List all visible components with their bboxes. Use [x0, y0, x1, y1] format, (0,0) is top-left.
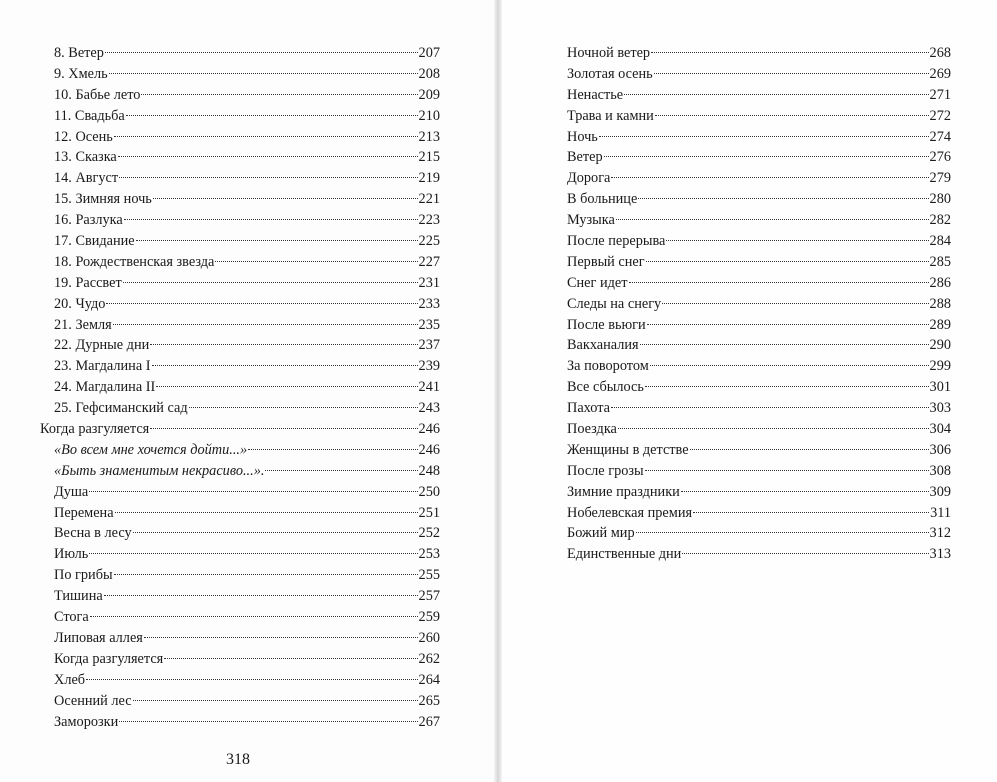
toc-list-left	[40, 43, 440, 732]
toc-dot-leader	[666, 240, 928, 241]
toc-entry-page: 219	[418, 170, 440, 187]
toc-entry-title: 17. Свидание	[54, 233, 135, 250]
toc-entry-page: 280	[929, 191, 951, 208]
toc-entry	[40, 377, 440, 398]
toc-dot-leader	[119, 177, 417, 178]
toc-entry-page: 223	[418, 212, 440, 229]
toc-entry-page: 235	[418, 316, 440, 333]
toc-entry-page: 233	[418, 295, 440, 312]
toc-entry-title: По грибы	[54, 567, 113, 584]
toc-dot-leader	[611, 177, 928, 178]
toc-entry-title: Заморозки	[54, 713, 119, 730]
toc-entry	[567, 106, 951, 127]
toc-entry	[567, 189, 951, 210]
toc-entry-title: 24. Магдалина II	[54, 379, 156, 396]
toc-entry-title: В больнице	[567, 191, 638, 208]
toc-entry	[567, 440, 951, 461]
toc-entry	[567, 294, 951, 315]
toc-dot-leader	[152, 365, 418, 366]
toc-entry-page: 312	[929, 525, 951, 542]
toc-dot-leader	[638, 198, 928, 199]
toc-entry	[40, 315, 440, 336]
toc-entry-title: 22. Дурные дни	[54, 337, 150, 354]
toc-entry	[40, 586, 440, 607]
toc-entry-page: 271	[929, 86, 951, 103]
toc-entry-title: 25. Гефсиманский сад	[54, 400, 188, 417]
toc-dot-leader	[655, 115, 929, 116]
toc-entry-title: Пахота	[567, 400, 611, 417]
toc-dot-leader	[646, 261, 929, 262]
toc-entry	[567, 419, 951, 440]
toc-entry-page: 309	[929, 483, 951, 500]
toc-entry-title: 15. Зимняя ночь	[54, 191, 152, 208]
toc-dot-leader	[164, 658, 417, 659]
toc-entry	[567, 461, 951, 482]
toc-entry-page: 243	[418, 400, 440, 417]
toc-dot-leader	[215, 261, 417, 262]
toc-dot-leader	[109, 73, 418, 74]
toc-dot-leader	[118, 156, 418, 157]
toc-dot-leader	[629, 282, 929, 283]
toc-entry-title: Нобелевская премия	[567, 504, 693, 521]
toc-entry	[40, 670, 440, 691]
toc-entry	[567, 64, 951, 85]
toc-dot-leader	[89, 491, 417, 492]
toc-dot-leader	[150, 428, 417, 429]
toc-entry	[567, 85, 951, 106]
toc-entry-page: 268	[929, 45, 951, 61]
toc-entry-page: 301	[929, 379, 951, 396]
toc-entry-title: Поездка	[567, 421, 617, 438]
toc-entry-title: Вакханалия	[567, 337, 639, 354]
toc-entry-title: Дорога	[567, 170, 611, 187]
toc-dot-leader	[636, 532, 929, 533]
toc-dot-leader	[616, 219, 929, 220]
toc-entry-title: 21. Земля	[54, 316, 112, 333]
toc-dot-leader	[681, 491, 929, 492]
toc-dot-leader	[640, 344, 929, 345]
toc-entry-page: 265	[418, 692, 440, 709]
toc-entry-page: 267	[418, 713, 440, 730]
toc-entry-title: 20. Чудо	[54, 295, 106, 312]
toc-dot-leader	[618, 428, 929, 429]
toc-entry-title: За поворотом	[567, 358, 649, 375]
toc-entry-page: 284	[929, 233, 951, 250]
toc-entry	[567, 503, 951, 524]
toc-entry-page: 311	[930, 504, 951, 521]
toc-dot-leader	[133, 532, 418, 533]
toc-entry	[40, 649, 440, 670]
toc-entry-page: 253	[418, 546, 440, 563]
toc-entry	[40, 64, 440, 85]
toc-entry	[567, 356, 951, 377]
toc-entry-page: 303	[929, 400, 951, 417]
toc-entry	[40, 106, 440, 127]
toc-entry-page: 306	[929, 441, 951, 458]
toc-entry-page: 304	[929, 421, 951, 438]
toc-entry	[40, 231, 440, 252]
toc-entry	[567, 273, 951, 294]
toc-dot-leader	[106, 303, 417, 304]
toc-entry	[40, 461, 440, 482]
toc-entry-page: 210	[418, 107, 440, 124]
toc-entry-page: 274	[929, 128, 951, 145]
toc-dot-leader	[89, 553, 417, 554]
toc-entry	[40, 127, 440, 148]
toc-entry-page: 313	[929, 546, 951, 563]
toc-list-right	[567, 43, 951, 565]
toc-entry	[40, 544, 440, 565]
toc-dot-leader	[119, 721, 417, 722]
toc-entry-page: 227	[418, 253, 440, 270]
toc-entry	[567, 231, 951, 252]
toc-dot-leader	[114, 574, 418, 575]
toc-entry-title: Июль	[54, 546, 89, 563]
toc-entry-page: 282	[929, 212, 951, 229]
toc-entry-title: Музыка	[567, 212, 615, 229]
toc-entry	[40, 523, 440, 544]
toc-entry-title: «Быть знаменитым некрасиво...».	[54, 462, 265, 479]
toc-dot-leader	[105, 52, 418, 53]
toc-entry-page: 250	[418, 483, 440, 500]
toc-entry-page: 237	[418, 337, 440, 354]
toc-dot-leader	[126, 115, 418, 116]
toc-entry-page: 241	[418, 379, 440, 396]
toc-entry-page: 239	[418, 358, 440, 375]
toc-entry	[567, 377, 951, 398]
toc-dot-leader	[133, 700, 418, 701]
toc-entry	[40, 712, 440, 733]
toc-entry-page: 285	[929, 253, 951, 270]
toc-entry	[567, 252, 951, 273]
toc-dot-leader	[156, 386, 417, 387]
toc-entry-page: 290	[929, 337, 951, 354]
toc-entry-title: 8. Ветер	[54, 45, 104, 61]
toc-dot-leader	[90, 616, 418, 617]
toc-entry	[40, 189, 440, 210]
toc-dot-leader	[113, 324, 418, 325]
toc-entry	[40, 43, 440, 64]
toc-entry-title: Следы на снегу	[567, 295, 662, 312]
toc-entry-title: 11. Свадьба	[54, 107, 125, 124]
toc-entry-page: 264	[418, 671, 440, 688]
toc-entry-page: 255	[418, 567, 440, 584]
toc-entry-title: Когда разгуляется	[54, 650, 164, 667]
toc-dot-leader	[624, 94, 928, 95]
toc-entry	[40, 565, 440, 586]
toc-dot-leader	[654, 73, 929, 74]
toc-entry-title: Хлеб	[54, 671, 86, 688]
toc-dot-leader	[86, 679, 417, 680]
toc-dot-leader	[114, 136, 418, 137]
toc-entry	[40, 273, 440, 294]
toc-dot-leader	[265, 470, 417, 471]
toc-entry-page: 207	[418, 45, 440, 61]
toc-entry	[567, 315, 951, 336]
toc-entry-title: Снег идет	[567, 274, 628, 291]
toc-dot-leader	[124, 219, 418, 220]
toc-entry	[40, 628, 440, 649]
toc-entry-page: 276	[929, 149, 951, 166]
toc-entry-page: 225	[418, 233, 440, 250]
toc-entry	[40, 691, 440, 712]
toc-entry-page: 260	[418, 629, 440, 646]
toc-entry-page: 248	[418, 462, 440, 479]
toc-entry-page: 286	[929, 274, 951, 291]
toc-entry-title: Весна в лесу	[54, 525, 132, 542]
toc-entry-title: После перерыва	[567, 233, 666, 250]
toc-dot-leader	[611, 407, 929, 408]
toc-dot-leader	[604, 156, 929, 157]
toc-entry	[40, 168, 440, 189]
toc-entry-page: 251	[418, 504, 440, 521]
left-page	[0, 0, 497, 782]
toc-entry	[567, 335, 951, 356]
toc-entry-title: 10. Бабье лето	[54, 86, 141, 103]
toc-dot-leader	[144, 637, 418, 638]
toc-dot-leader	[150, 344, 417, 345]
toc-entry	[40, 147, 440, 168]
toc-entry-title: Единственные дни	[567, 546, 682, 563]
toc-entry	[567, 127, 951, 148]
toc-dot-leader	[153, 198, 418, 199]
toc-entry	[40, 210, 440, 231]
toc-dot-leader	[651, 52, 928, 53]
toc-entry	[567, 147, 951, 168]
toc-entry-title: «Во всем мне хочется дойти...»	[54, 441, 248, 458]
toc-dot-leader	[690, 449, 929, 450]
toc-entry-page: 246	[418, 421, 440, 438]
toc-entry	[40, 503, 440, 524]
toc-entry-title: После вьюги	[567, 316, 646, 333]
toc-dot-leader	[248, 449, 417, 450]
toc-entry-page: 262	[418, 650, 440, 667]
toc-entry-title: Стога	[54, 609, 89, 626]
toc-entry	[40, 419, 440, 440]
toc-dot-leader	[115, 512, 418, 513]
toc-entry-page: 209	[418, 86, 440, 103]
toc-entry	[40, 85, 440, 106]
toc-entry-page: 215	[418, 149, 440, 166]
toc-entry	[40, 607, 440, 628]
toc-entry	[40, 482, 440, 503]
toc-entry-title: 12. Осень	[54, 128, 113, 145]
toc-dot-leader	[650, 365, 929, 366]
toc-entry-page: 288	[929, 295, 951, 312]
toc-entry-page: 299	[929, 358, 951, 375]
toc-entry	[40, 294, 440, 315]
toc-entry-title: Первый снег	[567, 253, 645, 270]
toc-entry-title: После грозы	[567, 462, 644, 479]
toc-entry-page: 279	[929, 170, 951, 187]
toc-dot-leader	[645, 470, 929, 471]
toc-entry-title: Перемена	[54, 504, 114, 521]
toc-dot-leader	[693, 512, 929, 513]
toc-entry-page: 231	[418, 274, 440, 291]
toc-entry	[40, 335, 440, 356]
toc-entry-page: 213	[418, 128, 440, 145]
toc-entry-title: Душа	[54, 483, 89, 500]
toc-entry	[40, 252, 440, 273]
toc-entry-title: 19. Рассвет	[54, 274, 122, 291]
toc-dot-leader	[141, 94, 417, 95]
toc-entry-title: Все сбылось	[567, 379, 644, 396]
toc-entry	[567, 523, 951, 544]
toc-entry-title: Липовая аллея	[54, 629, 143, 646]
toc-entry-title: Ветер	[567, 149, 603, 166]
toc-entry	[567, 482, 951, 503]
toc-entry	[40, 440, 440, 461]
toc-entry-page: 208	[418, 65, 440, 82]
toc-entry-page: 308	[929, 462, 951, 479]
toc-entry-title: Тишина	[54, 588, 103, 605]
toc-entry	[40, 356, 440, 377]
toc-dot-leader	[682, 553, 928, 554]
toc-entry-title: Когда разгуляется	[40, 421, 150, 438]
toc-dot-leader	[136, 240, 418, 241]
toc-entry-title: Женщины в детстве	[567, 441, 689, 458]
toc-entry-title: Осенний лес	[54, 692, 132, 709]
toc-entry-title: Ненастье	[567, 86, 624, 103]
toc-entry	[567, 43, 951, 64]
toc-dot-leader	[662, 303, 928, 304]
toc-dot-leader	[645, 386, 929, 387]
toc-entry-title: Божий мир	[567, 525, 635, 542]
toc-entry	[567, 168, 951, 189]
toc-dot-leader	[104, 595, 418, 596]
toc-entry-title: 9. Хмель	[54, 65, 108, 82]
book-gutter	[494, 0, 502, 782]
toc-dot-leader	[647, 324, 929, 325]
toc-entry-page: 259	[418, 609, 440, 626]
toc-entry-page: 221	[418, 191, 440, 208]
toc-dot-leader	[123, 282, 418, 283]
toc-entry-title: 13. Сказка	[54, 149, 117, 166]
toc-entry-title: 14. Август	[54, 170, 119, 187]
toc-entry	[567, 210, 951, 231]
toc-entry-page: 272	[929, 107, 951, 124]
toc-entry-page: 246	[418, 441, 440, 458]
toc-entry	[567, 398, 951, 419]
toc-entry	[40, 398, 440, 419]
toc-entry-title: Золотая осень	[567, 65, 653, 82]
toc-entry-title: Ночной ветер	[567, 45, 651, 61]
toc-entry-page: 269	[929, 65, 951, 82]
toc-entry-title: Ночь	[567, 128, 598, 145]
toc-entry-title: 16. Разлука	[54, 212, 123, 229]
toc-entry-page: 257	[418, 588, 440, 605]
toc-entry-title: Зимние праздники	[567, 483, 680, 500]
toc-entry-page: 289	[929, 316, 951, 333]
toc-entry-page: 252	[418, 525, 440, 542]
toc-entry-title: 18. Рождественская звезда	[54, 253, 215, 270]
toc-entry	[567, 544, 951, 565]
toc-entry-title: Трава и камни	[567, 107, 654, 124]
toc-dot-leader	[599, 136, 929, 137]
page-number: 318	[226, 751, 250, 768]
toc-dot-leader	[189, 407, 418, 408]
toc-entry-title: 23. Магдалина I	[54, 358, 151, 375]
